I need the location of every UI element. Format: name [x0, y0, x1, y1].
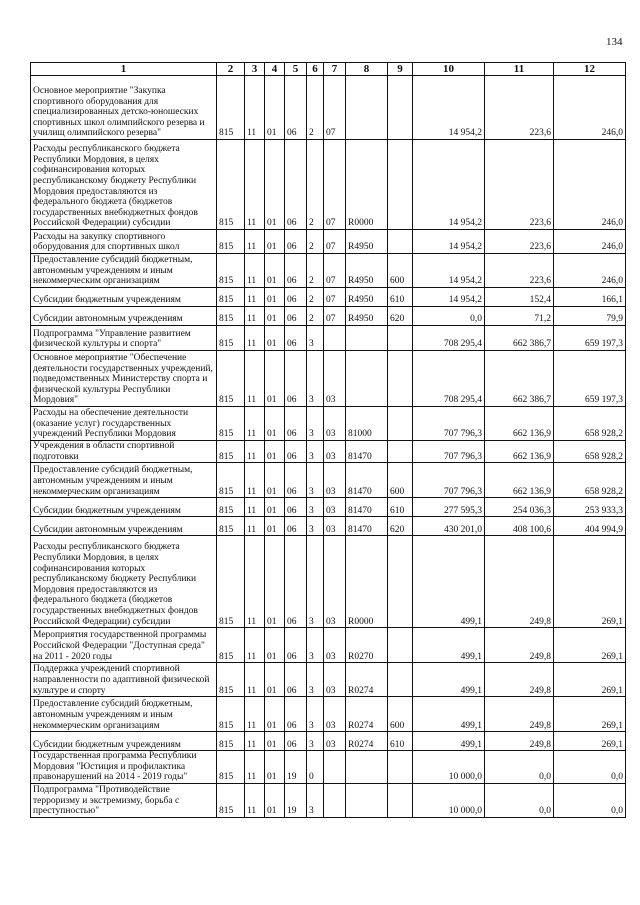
- value-cell-col5: 06: [285, 254, 307, 288]
- value-cell-col2: 815: [217, 407, 245, 441]
- column-header-6: 6: [307, 63, 324, 76]
- value-cell-col7: 07: [324, 230, 346, 254]
- value-cell-col5: 06: [285, 407, 307, 441]
- page-number: 134: [606, 36, 623, 48]
- value-cell-col8: [346, 783, 388, 817]
- value-cell-col8: 81000: [346, 407, 388, 441]
- value-cell-col2: 815: [217, 230, 245, 254]
- value-cell-col12: 659 197,3: [554, 351, 626, 407]
- value-cell-col6: 0: [307, 751, 324, 784]
- value-cell-col8: R0270: [346, 628, 388, 663]
- value-cell-col11: 249,8: [485, 732, 554, 751]
- value-cell-col9: [388, 783, 413, 817]
- value-cell-col8: [346, 751, 388, 784]
- value-cell-col4: 01: [265, 697, 285, 732]
- table-row: [31, 140, 626, 230]
- value-cell-col4: 01: [265, 517, 285, 536]
- value-cell-col4: 01: [265, 441, 285, 463]
- value-cell-col4: 01: [265, 288, 285, 307]
- value-cell-col9: 600: [388, 697, 413, 732]
- row-name-cell: Мероприятия государственной программы Российской Федерации "Доступная среда" на 2011 - 2020 годы: [31, 628, 217, 663]
- value-cell-col3: 11: [245, 517, 265, 536]
- value-cell-col6: 2: [307, 230, 324, 254]
- value-cell-col7: 07: [324, 140, 346, 230]
- value-cell-col7: 03: [324, 628, 346, 663]
- value-cell-col6: 3: [307, 498, 324, 517]
- column-header-10: 10: [413, 63, 485, 76]
- value-cell-col4: 01: [265, 498, 285, 517]
- value-cell-col5: 06: [285, 663, 307, 697]
- value-cell-col8: R4950: [346, 254, 388, 288]
- value-cell-col4: 01: [265, 663, 285, 697]
- value-cell-col7: 03: [324, 663, 346, 697]
- value-cell-col6: 2: [307, 288, 324, 307]
- row-name-cell: Подпрограмма "Управление развитием физической культуры и спорта": [31, 326, 217, 351]
- column-header-2: 2: [217, 63, 245, 76]
- value-cell-col3: 11: [245, 407, 265, 441]
- value-cell-col6: 3: [307, 326, 324, 351]
- column-header-8: 8: [346, 63, 388, 76]
- value-cell-col12: 269,1: [554, 536, 626, 628]
- value-cell-col12: 0,0: [554, 783, 626, 817]
- value-cell-col5: 06: [285, 463, 307, 498]
- value-cell-col2: 815: [217, 628, 245, 663]
- row-name-cell: Расходы на обеспечение деятельности (оказание услуг) государственных учреждений Республики Мордовия: [31, 407, 217, 441]
- value-cell-col10: 499,1: [413, 697, 485, 732]
- value-cell-col9: 600: [388, 254, 413, 288]
- value-cell-col10: 10 000,0: [413, 751, 485, 784]
- value-cell-col8: 81470: [346, 441, 388, 463]
- value-cell-col11: 662 386,7: [485, 351, 554, 407]
- column-header-3: 3: [245, 63, 265, 76]
- table-row: [31, 536, 626, 628]
- value-cell-col6: 2: [307, 76, 324, 140]
- table-row: [31, 254, 626, 288]
- value-cell-col9: [388, 663, 413, 697]
- row-name-cell: Расходы республиканского бюджета Республики Мордовия, в целях софинансирования которых республиканскому бюджету Республики Мордовия предоставляются из федерального бюджета (бюджетов государственных внебюджетных фондов Российской Федерации) субсидии: [31, 140, 217, 230]
- value-cell-col12: 246,0: [554, 254, 626, 288]
- value-cell-col8: R4950: [346, 307, 388, 326]
- value-cell-col9: [388, 140, 413, 230]
- value-cell-col9: [388, 351, 413, 407]
- value-cell-col7: 03: [324, 351, 346, 407]
- value-cell-col8: 81470: [346, 517, 388, 536]
- table-row: [31, 697, 626, 732]
- value-cell-col11: 662 136,9: [485, 441, 554, 463]
- value-cell-col5: 06: [285, 351, 307, 407]
- value-cell-col3: 11: [245, 230, 265, 254]
- table-row: [31, 517, 626, 536]
- value-cell-col7: 03: [324, 536, 346, 628]
- value-cell-col6: 3: [307, 697, 324, 732]
- value-cell-col5: 06: [285, 498, 307, 517]
- value-cell-col4: 01: [265, 351, 285, 407]
- value-cell-col8: R0274: [346, 697, 388, 732]
- value-cell-col7: [324, 751, 346, 784]
- value-cell-col3: 11: [245, 697, 265, 732]
- value-cell-col11: 662 386,7: [485, 326, 554, 351]
- row-name-cell: Субсидии бюджетным учреждениям: [31, 288, 217, 307]
- value-cell-col8: 81470: [346, 463, 388, 498]
- value-cell-col7: 07: [324, 76, 346, 140]
- value-cell-col5: 06: [285, 536, 307, 628]
- value-cell-col9: [388, 326, 413, 351]
- value-cell-col2: 815: [217, 254, 245, 288]
- value-cell-col4: 01: [265, 307, 285, 326]
- budget-table: [30, 62, 626, 818]
- value-cell-col3: 11: [245, 441, 265, 463]
- value-cell-col8: R0274: [346, 732, 388, 751]
- row-name-cell: Подпрограмма "Противодействие терроризму и экстремизму, борьба с преступностью": [31, 783, 217, 817]
- value-cell-col2: 815: [217, 663, 245, 697]
- value-cell-col9: 610: [388, 498, 413, 517]
- value-cell-col12: 246,0: [554, 230, 626, 254]
- table-row: [31, 288, 626, 307]
- value-cell-col11: 152,4: [485, 288, 554, 307]
- value-cell-col10: 14 954,2: [413, 288, 485, 307]
- value-cell-col8: R0000: [346, 536, 388, 628]
- value-cell-col3: 11: [245, 140, 265, 230]
- row-name-cell: Предоставление субсидий бюджетным, автономным учреждениям и иным некоммерческим организациям: [31, 697, 217, 732]
- value-cell-col5: 19: [285, 751, 307, 784]
- value-cell-col8: 81470: [346, 498, 388, 517]
- value-cell-col12: 246,0: [554, 140, 626, 230]
- value-cell-col9: [388, 230, 413, 254]
- value-cell-col5: 06: [285, 140, 307, 230]
- value-cell-col2: 815: [217, 307, 245, 326]
- value-cell-col10: 499,1: [413, 663, 485, 697]
- value-cell-col9: [388, 76, 413, 140]
- value-cell-col5: 06: [285, 230, 307, 254]
- table-row: [31, 751, 626, 784]
- value-cell-col11: 0,0: [485, 751, 554, 784]
- value-cell-col7: 03: [324, 517, 346, 536]
- value-cell-col2: 815: [217, 140, 245, 230]
- value-cell-col3: 11: [245, 351, 265, 407]
- value-cell-col7: [324, 783, 346, 817]
- value-cell-col6: 3: [307, 628, 324, 663]
- value-cell-col7: [324, 326, 346, 351]
- value-cell-col2: 815: [217, 697, 245, 732]
- table-row: [31, 783, 626, 817]
- row-name-cell: Расходы на закупку спортивного оборудования для спортивных школ: [31, 230, 217, 254]
- value-cell-col2: 815: [217, 751, 245, 784]
- value-cell-col2: 815: [217, 351, 245, 407]
- value-cell-col3: 11: [245, 288, 265, 307]
- value-cell-col11: 223,6: [485, 140, 554, 230]
- table-row: [31, 441, 626, 463]
- value-cell-col9: 610: [388, 288, 413, 307]
- value-cell-col7: 07: [324, 288, 346, 307]
- value-cell-col4: 01: [265, 783, 285, 817]
- value-cell-col4: 01: [265, 76, 285, 140]
- value-cell-col5: 06: [285, 732, 307, 751]
- value-cell-col6: 3: [307, 407, 324, 441]
- value-cell-col12: 659 197,3: [554, 326, 626, 351]
- value-cell-col4: 01: [265, 751, 285, 784]
- value-cell-col2: 815: [217, 536, 245, 628]
- value-cell-col4: 01: [265, 254, 285, 288]
- value-cell-col2: 815: [217, 498, 245, 517]
- value-cell-col9: [388, 628, 413, 663]
- value-cell-col7: 03: [324, 441, 346, 463]
- value-cell-col7: 03: [324, 463, 346, 498]
- value-cell-col3: 11: [245, 307, 265, 326]
- value-cell-col10: 0,0: [413, 307, 485, 326]
- value-cell-col11: 249,8: [485, 628, 554, 663]
- value-cell-col3: 11: [245, 663, 265, 697]
- table-row: [31, 326, 626, 351]
- table-row: [31, 463, 626, 498]
- value-cell-col8: R0000: [346, 140, 388, 230]
- value-cell-col9: 620: [388, 517, 413, 536]
- table-row: [31, 307, 626, 326]
- row-name-cell: Субсидии бюджетным учреждениям: [31, 732, 217, 751]
- table-row: [31, 498, 626, 517]
- value-cell-col11: 249,8: [485, 536, 554, 628]
- value-cell-col5: 06: [285, 76, 307, 140]
- table-row: [31, 732, 626, 751]
- value-cell-col10: 14 954,2: [413, 254, 485, 288]
- value-cell-col11: 254 036,3: [485, 498, 554, 517]
- value-cell-col7: 03: [324, 407, 346, 441]
- value-cell-col5: 06: [285, 307, 307, 326]
- value-cell-col3: 11: [245, 254, 265, 288]
- value-cell-col10: 277 595,3: [413, 498, 485, 517]
- value-cell-col12: 269,1: [554, 697, 626, 732]
- value-cell-col7: 03: [324, 498, 346, 517]
- value-cell-col2: 815: [217, 441, 245, 463]
- value-cell-col6: 2: [307, 307, 324, 326]
- value-cell-col10: 14 954,2: [413, 76, 485, 140]
- value-cell-col11: 408 100,6: [485, 517, 554, 536]
- value-cell-col11: 662 136,9: [485, 407, 554, 441]
- value-cell-col8: R4950: [346, 230, 388, 254]
- row-name-cell: Основное мероприятие "Обеспечение деятельности государственных учреждений, подведомственных Министерству спорта и физической культуры Республики Мордовия": [31, 351, 217, 407]
- value-cell-col12: 269,1: [554, 663, 626, 697]
- value-cell-col3: 11: [245, 463, 265, 498]
- value-cell-col9: [388, 751, 413, 784]
- column-header-5: 5: [285, 63, 307, 76]
- value-cell-col12: 0,0: [554, 751, 626, 784]
- value-cell-col9: 610: [388, 732, 413, 751]
- value-cell-col5: 06: [285, 697, 307, 732]
- value-cell-col10: 499,1: [413, 536, 485, 628]
- value-cell-col10: 14 954,2: [413, 140, 485, 230]
- value-cell-col2: 815: [217, 517, 245, 536]
- value-cell-col8: R4950: [346, 288, 388, 307]
- value-cell-col2: 815: [217, 783, 245, 817]
- value-cell-col8: [346, 76, 388, 140]
- value-cell-col10: 499,1: [413, 732, 485, 751]
- value-cell-col9: [388, 536, 413, 628]
- value-cell-col6: 3: [307, 536, 324, 628]
- value-cell-col4: 01: [265, 230, 285, 254]
- value-cell-col8: [346, 351, 388, 407]
- value-cell-col10: 10 000,0: [413, 783, 485, 817]
- value-cell-col3: 11: [245, 536, 265, 628]
- value-cell-col11: 0,0: [485, 783, 554, 817]
- row-name-cell: Государственная программа Республики Мордовия "Юстиция и профилактика правонарушений на 2014 - 2019 годы": [31, 751, 217, 784]
- value-cell-col8: R0274: [346, 663, 388, 697]
- value-cell-col2: 815: [217, 288, 245, 307]
- value-cell-col5: 06: [285, 326, 307, 351]
- value-cell-col4: 01: [265, 463, 285, 498]
- value-cell-col9: 600: [388, 463, 413, 498]
- row-name-cell: Поддержка учреждений спортивной направленности по адаптивной физической культуре и спорту: [31, 663, 217, 697]
- value-cell-col10: 708 295,4: [413, 351, 485, 407]
- row-name-cell: Субсидии автономным учреждениям: [31, 517, 217, 536]
- value-cell-col3: 11: [245, 628, 265, 663]
- row-name-cell: Предоставление субсидий бюджетным, автономным учреждениям и иным некоммерческим организациям: [31, 254, 217, 288]
- value-cell-col7: 07: [324, 254, 346, 288]
- value-cell-col4: 01: [265, 140, 285, 230]
- value-cell-col2: 815: [217, 326, 245, 351]
- row-name-cell: Учреждения в области спортивной подготовки: [31, 441, 217, 463]
- value-cell-col3: 11: [245, 751, 265, 784]
- value-cell-col8: [346, 326, 388, 351]
- value-cell-col11: 223,6: [485, 76, 554, 140]
- value-cell-col4: 01: [265, 326, 285, 351]
- value-cell-col12: 253 933,3: [554, 498, 626, 517]
- value-cell-col6: 2: [307, 254, 324, 288]
- value-cell-col11: 662 136,9: [485, 463, 554, 498]
- value-cell-col10: 708 295,4: [413, 326, 485, 351]
- value-cell-col12: 269,1: [554, 628, 626, 663]
- value-cell-col4: 01: [265, 536, 285, 628]
- value-cell-col5: 06: [285, 628, 307, 663]
- table-row: [31, 628, 626, 663]
- value-cell-col6: 3: [307, 783, 324, 817]
- row-name-cell: Предоставление субсидий бюджетным, автономным учреждениям и иным некоммерческим организациям: [31, 463, 217, 498]
- value-cell-col2: 815: [217, 76, 245, 140]
- value-cell-col3: 11: [245, 498, 265, 517]
- value-cell-col4: 01: [265, 407, 285, 441]
- value-cell-col12: 166,1: [554, 288, 626, 307]
- row-name-cell: Основное мероприятие "Закупка спортивного оборудования для специализированных детско-юношеских спортивных школ олимпийского резерва и училищ олимпийского резерва": [31, 76, 217, 140]
- value-cell-col3: 11: [245, 732, 265, 751]
- column-header-11: 11: [485, 63, 554, 76]
- value-cell-col12: 658 928,2: [554, 407, 626, 441]
- column-header-7: 7: [324, 63, 346, 76]
- table-row: [31, 351, 626, 407]
- value-cell-col10: 707 796,3: [413, 463, 485, 498]
- value-cell-col9: [388, 441, 413, 463]
- value-cell-col3: 11: [245, 783, 265, 817]
- column-header-12: 12: [554, 63, 626, 76]
- value-cell-col7: 03: [324, 732, 346, 751]
- value-cell-col5: 19: [285, 783, 307, 817]
- value-cell-col10: 707 796,3: [413, 407, 485, 441]
- value-cell-col6: 3: [307, 517, 324, 536]
- value-cell-col3: 11: [245, 76, 265, 140]
- value-cell-col5: 06: [285, 441, 307, 463]
- value-cell-col4: 01: [265, 732, 285, 751]
- row-name-cell: Субсидии бюджетным учреждениям: [31, 498, 217, 517]
- value-cell-col11: 223,6: [485, 230, 554, 254]
- row-name-cell: Расходы республиканского бюджета Республики Мордовия, в целях софинансирования которых республиканскому бюджету Республики Мордовия предоставляются из федерального бюджета (бюджетов государственных внебюджетных фондов Российской Федерации) субсидии: [31, 536, 217, 628]
- value-cell-col2: 815: [217, 463, 245, 498]
- table-row: [31, 76, 626, 140]
- value-cell-col6: 3: [307, 463, 324, 498]
- value-cell-col10: 430 201,0: [413, 517, 485, 536]
- value-cell-col9: 620: [388, 307, 413, 326]
- value-cell-col6: 3: [307, 732, 324, 751]
- value-cell-col12: 246,0: [554, 76, 626, 140]
- value-cell-col11: 223,6: [485, 254, 554, 288]
- value-cell-col12: 404 994,9: [554, 517, 626, 536]
- row-name-cell: Субсидии автономным учреждениям: [31, 307, 217, 326]
- table-row: [31, 407, 626, 441]
- value-cell-col10: 14 954,2: [413, 230, 485, 254]
- value-cell-col10: 499,1: [413, 628, 485, 663]
- value-cell-col6: 3: [307, 663, 324, 697]
- column-header-9: 9: [388, 63, 413, 76]
- column-header-1: 1: [31, 63, 217, 76]
- value-cell-col7: 07: [324, 307, 346, 326]
- value-cell-col6: 3: [307, 351, 324, 407]
- value-cell-col4: 01: [265, 628, 285, 663]
- value-cell-col6: 3: [307, 441, 324, 463]
- value-cell-col12: 269,1: [554, 732, 626, 751]
- value-cell-col11: 71,2: [485, 307, 554, 326]
- value-cell-col7: 03: [324, 697, 346, 732]
- value-cell-col12: 658 928,2: [554, 463, 626, 498]
- table-header-row: [31, 63, 626, 76]
- value-cell-col5: 06: [285, 288, 307, 307]
- value-cell-col9: [388, 407, 413, 441]
- value-cell-col6: 2: [307, 140, 324, 230]
- value-cell-col5: 06: [285, 517, 307, 536]
- value-cell-col12: 658 928,2: [554, 441, 626, 463]
- value-cell-col10: 707 796,3: [413, 441, 485, 463]
- value-cell-col11: 249,8: [485, 663, 554, 697]
- table-row: [31, 663, 626, 697]
- value-cell-col11: 249,8: [485, 697, 554, 732]
- value-cell-col3: 11: [245, 326, 265, 351]
- value-cell-col2: 815: [217, 732, 245, 751]
- value-cell-col12: 79,9: [554, 307, 626, 326]
- table-row: [31, 230, 626, 254]
- column-header-4: 4: [265, 63, 285, 76]
